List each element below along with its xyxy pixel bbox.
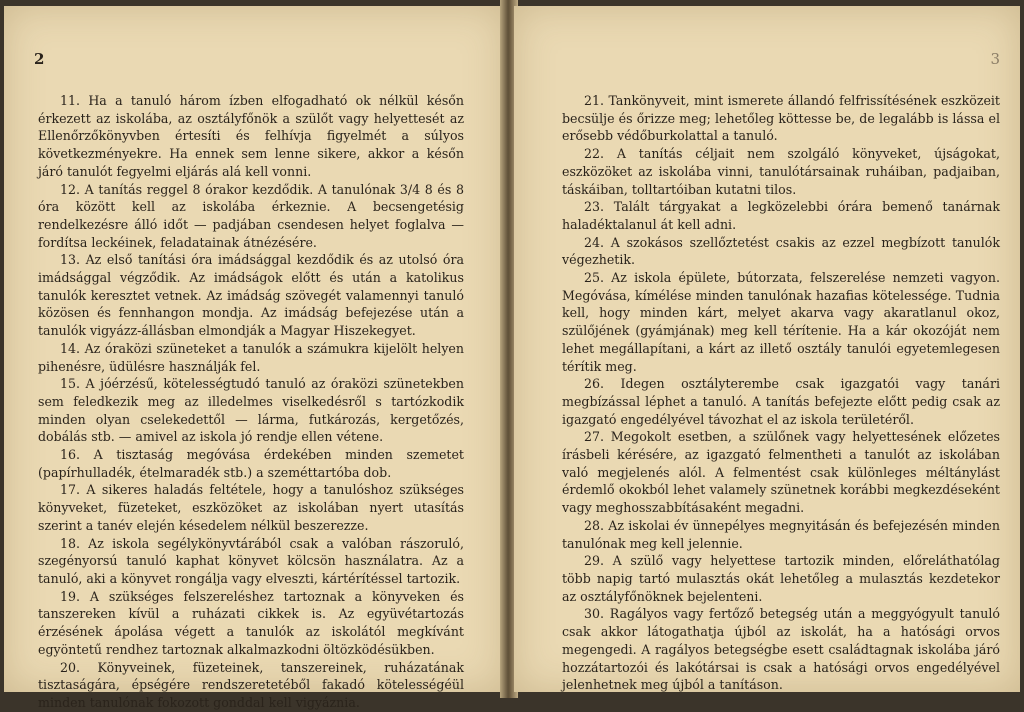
rule-paragraph-13: 13. Az első tanítási óra imádsággal kezdődik és az utolsó óra imádsággal végződik. Az imádságok előtt és után a katolikus tanulók keresztet vetnek. Az imádság szövegét valamennyi tanuló közösen és fennhangon mondja. Az imádság befejezése után a tanulók vigyázz-állásban elmondják a Magyar Hiszekegyet. xyxy=(38,252,464,339)
rule-paragraph-29: 29. A szülő vagy helyettese tartozik minden, előreláthatólag több napig tartó mulasztás okát lehetőleg a mulasztás kezdetekor az osztályfőnöknek bejelenteni. xyxy=(562,553,1000,604)
rule-paragraph-17: 17. A sikeres haladás feltétele, hogy a tanulóshoz szükséges könyveket, füzeteket, eszközöket az iskolában nyert utasítás szerint a tanév elején késedelem nélkül beszerezze. xyxy=(38,482,464,533)
rule-paragraph-30: 30. Ragályos vagy fertőző betegség után a meggyógyult tanuló csak akkor látogathatja újból az iskolát, ha a hatósági orvos megengedi. A ragályos betegségbe esett családtagnak iskolába járó hozzátartozói és lakótársai is csak a hatósági orvos engedélyével jelenhetnek meg újból a tanításon. xyxy=(562,606,1000,693)
left-text-block xyxy=(38,92,464,712)
page-number-right: 3 xyxy=(990,50,1000,68)
rule-paragraph-15: 15. A jóérzésű, kötelességtudó tanuló az óraközi szünetekben sem feledkezik meg az illedelmes viselkedésről s tartózkodik minden olyan cselekedettől — lárma, futkározás, kergetőzés, dobálás stb. — amivel az iskola jó rendje ellen vétene. xyxy=(38,376,464,445)
rule-paragraph-19: 19. A szükséges felszereléshez tartoznak a könyveken és tanszereken kívül a ruházati cikkek is. Az együvétartozás érzésének ápolása végett a tanulók az iskolától megkívánt egyöntetű rendhez tartoznak alkalmazkodni öltözködésükben. xyxy=(38,588,464,657)
rule-paragraph-16: 16. A tisztaság megóvása érdekében minden szemetet (papírhulladék, ételmaradék stb.) a szeméttartóba dob. xyxy=(38,447,464,480)
rule-paragraph-22: 22. A tanítás céljait nem szolgáló könyveket, újságokat, eszközöket az iskolába vinni, tanulótársainak ruháiban, padjaiban, táskáiban, tolltartóiban kutatni tilos. xyxy=(562,146,1000,197)
rule-paragraph-21: 21. Tankönyveit, mint ismerete állandó felfrissítésének eszközeit becsülje és őrizze meg; lehetőleg köttesse be, de legalább is lássa el erősebb védőburkolattal a tanuló. xyxy=(562,93,1000,144)
rule-paragraph-23: 23. Talált tárgyakat a legközelebbi órára bemenő tanárnak haladéktalanul át kell adni. xyxy=(562,199,1000,232)
rule-paragraph-28: 28. Az iskolai év ünnepélyes megnyitásán és befejezésén minden tanulónak meg kell jelennie. xyxy=(562,517,1000,551)
rule-paragraph-27: 27. Megokolt esetben, a szülőnek vagy helyettesének előzetes írásbeli kérésére, az igazgató felmentheti a tanulót az iskolában való megjelenés alól. A felmentést csak különleges méltánylást érdemlő okokból lehet valamely szünetnek korábbi megkezdéseként vagy meghosszabbításaként megadni. xyxy=(562,429,1000,516)
rule-paragraph-12: 12. A tanítás reggel 8 órakor kezdődik. A tanulónak 3/4 8 és 8 óra között kell az iskolába érkeznie. A becsengetésig rendelkezésre álló időt — padjában csendesen helyet foglalva — fordítsa leckéinek, feladatainak átnézésére. xyxy=(38,181,464,250)
rule-paragraph-20: 20. Könyveinek, füzeteinek, tanszereinek, ruházatának tisztaságára, épségére rendszeretetéből fakadó kötelességéül minden tanulónak fokozott gonddal kell vigyáznia. xyxy=(38,659,464,710)
rule-paragraph-14: 14. Az óraközi szüneteket a tanulók a számukra kijelölt helyen pihenésre, üdülésre használják fel. xyxy=(38,340,464,374)
right-page xyxy=(514,6,1020,692)
rule-paragraph-11: 11. Ha a tanuló három ízben elfogadható ok nélkül későn érkezett az iskolába, az osztályfőnök a szülőt vagy helyettesét az Ellenőrzőkönyvben értesíti és felhívja figyelmét a súlyos következményekre. Ha ennek sem lenne sikere, akkor a későn járó tanulót fegyelmi eljárás alá kell vonni. xyxy=(38,93,464,179)
rule-paragraph-18: 18. Az iskola segélykönyvtárából csak a valóban rászoruló, szegényorsú tanuló kaphat könyvet kölcsön használatra. Az a tanuló, aki a könyvet rongálja vagy elveszti, kártérítéssel tartozik. xyxy=(38,535,464,586)
left-page xyxy=(4,6,504,710)
rule-paragraph-24: 24. A szokásos szellőztetést csakis az ezzel megbízott tanulók végezhetik. xyxy=(562,234,1000,268)
right-text-block xyxy=(562,92,1000,694)
page-number-left: 2 xyxy=(34,50,45,68)
rule-paragraph-26: 26. Idegen osztályterembe csak igazgatói vagy tanári megbízással léphet a tanuló. A tanítás befejezte előtt pedig csak az igazgató engedélyével távozhat el az iskola területéről. xyxy=(562,376,1000,427)
rule-paragraph-25: 25. Az iskola épülete, bútorzata, felszerelése nemzeti vagyon. Megóvása, kímélése minden tanulónak hazafias kötelessége. Tudnia kell, hogy minden kárt, melyet akarva vagy akaratlanul okoz, szülőjének (gyámjának) meg kell térítenie. Ha a kár okozóját nem lehet megállapítani, a kárt az illető osztály tanulói egyetemlegesen térítik meg. xyxy=(562,270,1000,374)
